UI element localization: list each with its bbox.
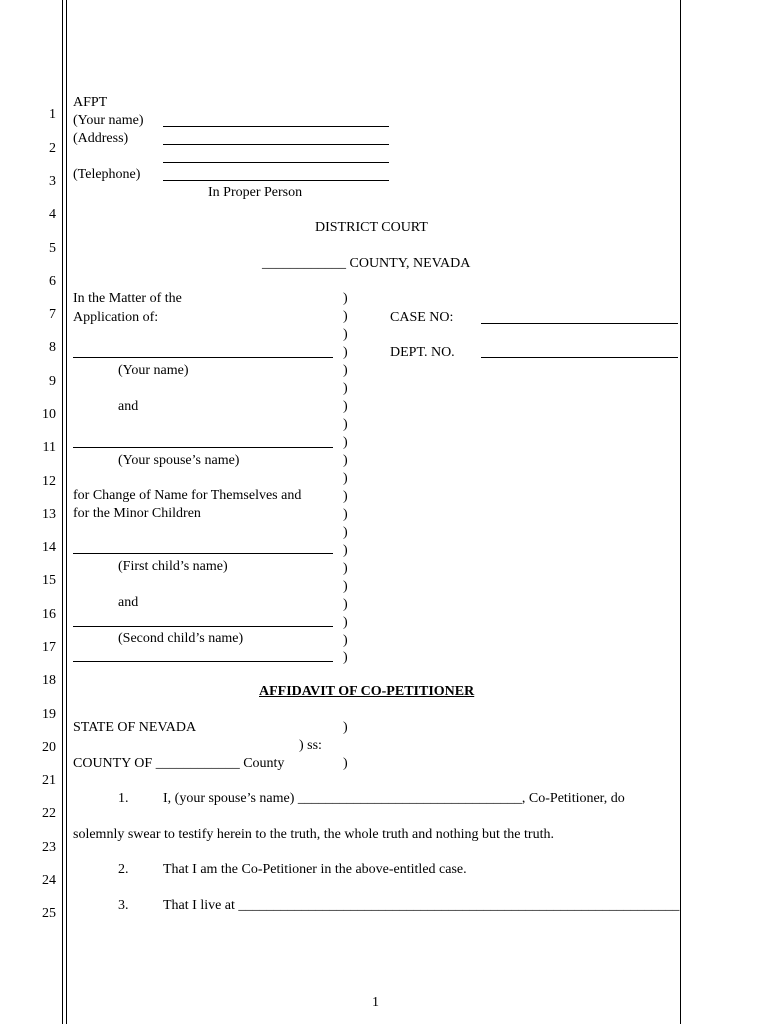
and-connector-1: and <box>118 399 139 414</box>
address-label: (Address) <box>73 131 129 146</box>
left-margin-rule-outer <box>62 0 63 1024</box>
paragraph-2-number: 2. <box>118 862 129 877</box>
caption-paren: ) <box>343 381 348 396</box>
paragraph-1-continuation: solemnly swear to testify herein to the truth, the whole truth and nothing but the truth. <box>73 827 554 842</box>
caption-paren: ) <box>343 453 348 468</box>
line-number: 9 <box>49 374 56 389</box>
your-name-field[interactable] <box>163 126 389 127</box>
change-line-2: for the Minor Children <box>73 506 201 521</box>
caption-paren: ) <box>343 291 348 306</box>
your-name-label: (Your name) <box>73 113 144 128</box>
line-number: 20 <box>42 740 56 755</box>
applicant-name-field[interactable] <box>73 357 333 358</box>
caption-paren: ) <box>343 597 348 612</box>
spouse-name-caption: (Your spouse’s name) <box>118 453 240 468</box>
paragraph-3-number: 3. <box>118 898 129 913</box>
your-name-caption: (Your name) <box>118 363 189 378</box>
caption-paren: ) <box>343 471 348 486</box>
line-number: 6 <box>49 274 56 289</box>
dept-no-label: DEPT. NO. <box>390 345 455 360</box>
and-connector-2: and <box>118 595 139 610</box>
line-number: 5 <box>49 241 56 256</box>
address-field-line1[interactable] <box>163 144 389 145</box>
document-title: AFFIDAVIT OF CO-PETITIONER <box>259 684 475 699</box>
line-number: 3 <box>49 174 56 189</box>
caption-paren: ) <box>343 525 348 540</box>
caption-paren: ) <box>343 417 348 432</box>
matter-line-2: Application of: <box>73 310 159 325</box>
caption-paren: ) <box>343 363 348 378</box>
caption-paren: ) <box>343 650 348 665</box>
line-number: 16 <box>42 607 56 622</box>
line-number: 14 <box>42 540 56 555</box>
line-number: 22 <box>42 806 56 821</box>
line-number: 1 <box>49 107 56 122</box>
change-line-1: for Change of Name for Themselves and <box>73 488 302 503</box>
line-number: 18 <box>42 673 56 688</box>
venue-paren: ) <box>343 756 348 771</box>
line-number: 25 <box>42 906 56 921</box>
address-field-line2[interactable] <box>163 162 389 163</box>
first-child-name-field[interactable] <box>73 553 333 554</box>
line-number: 2 <box>49 141 56 156</box>
court-name: DISTRICT COURT <box>315 220 428 235</box>
line-number: 21 <box>42 773 56 788</box>
case-no-label: CASE NO: <box>390 310 454 325</box>
caption-paren: ) <box>343 399 348 414</box>
paragraph-2-text: That I am the Co-Petitioner in the above-entitled case. <box>163 862 467 877</box>
line-number: 24 <box>42 873 56 888</box>
caption-paren: ) <box>343 633 348 648</box>
venue-ss: ) ss: <box>299 738 322 753</box>
line-number: 12 <box>42 474 56 489</box>
matter-line-1: In the Matter of the <box>73 291 182 306</box>
right-margin-rule <box>680 0 681 1024</box>
telephone-field[interactable] <box>163 180 389 181</box>
venue-state: STATE OF NEVADA <box>73 720 197 735</box>
line-number: 7 <box>49 307 56 322</box>
caption-paren: ) <box>343 345 348 360</box>
form-code: AFPT <box>73 95 108 110</box>
caption-paren: ) <box>343 615 348 630</box>
line-number: 13 <box>42 507 56 522</box>
line-number: 4 <box>49 207 56 222</box>
page-number: 1 <box>372 995 379 1010</box>
in-proper-person: In Proper Person <box>208 185 303 200</box>
line-number: 10 <box>42 407 56 422</box>
second-child-name-field[interactable] <box>73 626 333 627</box>
telephone-label: (Telephone) <box>73 167 141 182</box>
caption-paren: ) <box>343 543 348 558</box>
line-number: 15 <box>42 573 56 588</box>
venue-paren: ) <box>343 720 348 735</box>
paragraph-1-text: I, (your spouse’s name) ________________________________, Co-Petitioner, do <box>163 791 625 806</box>
paragraph-3-text: That I live at _______________________________________________________________ <box>163 898 680 913</box>
line-number: 19 <box>42 707 56 722</box>
spouse-name-field[interactable] <box>73 447 333 448</box>
line-number: 23 <box>42 840 56 855</box>
line-number: 11 <box>42 440 56 455</box>
caption-paren: ) <box>343 327 348 342</box>
venue-county: COUNTY OF ____________ County <box>73 756 285 771</box>
caption-paren: ) <box>343 489 348 504</box>
caption-bottom-rule <box>73 661 333 662</box>
paragraph-1-number: 1. <box>118 791 129 806</box>
second-child-caption: (Second child’s name) <box>118 631 244 646</box>
line-number: 17 <box>42 640 56 655</box>
caption-paren: ) <box>343 507 348 522</box>
dept-no-field[interactable] <box>481 357 678 358</box>
case-no-field[interactable] <box>481 323 678 324</box>
line-number: 8 <box>49 340 56 355</box>
caption-paren: ) <box>343 561 348 576</box>
left-margin-rule-inner <box>66 0 67 1024</box>
caption-paren: ) <box>343 579 348 594</box>
caption-paren: ) <box>343 435 348 450</box>
caption-paren: ) <box>343 309 348 324</box>
county-line: ____________ COUNTY, NEVADA <box>262 256 471 271</box>
first-child-caption: (First child’s name) <box>118 559 228 574</box>
